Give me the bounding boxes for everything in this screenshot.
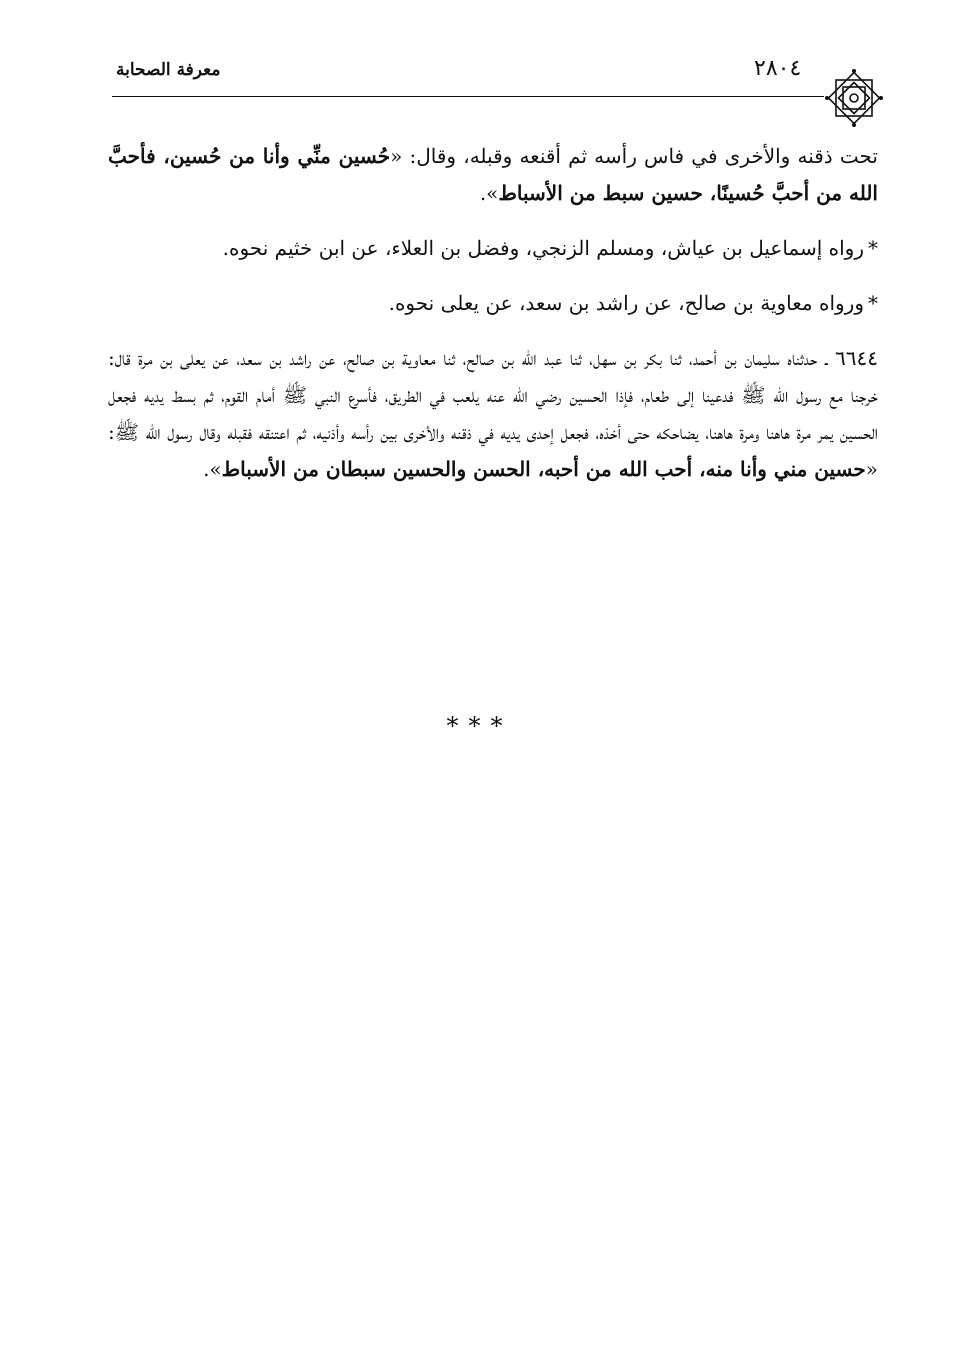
note-text: ورواه معاوية بن صالح، عن راشد بن سعد، عن يعلى نحوه. — [388, 291, 864, 315]
star-bullet: * — [868, 291, 878, 315]
page-header — [112, 56, 878, 108]
text-run: ٦٦٤٤ ـ حدثناه سليمان بن أحمد، ثنا بكر بن سهل، ثنا عبد الله بن صالح، ثنا معاوية بن صالح، عن راشد بن سعد، عن يعلى بن مرة قال: خرجنا مع رسول الله ﷺ فدعينا إلى طعام، فإذا الحسين رضي الله عنه يلعب في الطريق، فأسرع النبي ﷺ أمام القوم، ثم بسط يديه فجعل الحسين يمر مرة هاهنا ومرة هاهنا، يضاحكه حتى أخذه، فجعل إحدى يديه في ذقنه والأخرى بين رأسه وأذنيه، ثم اعتنقه فقبله وقال رسول الله ﷺ: « — [108, 346, 878, 481]
note-text: رواه إسماعيل بن عياش، ومسلم الزنجي، وفضل بن العلاء، عن ابن خثيم نحوه. — [222, 236, 864, 260]
narration-note — [108, 285, 878, 322]
text-run: ». — [479, 181, 499, 205]
paragraph-continuation — [108, 138, 878, 212]
octagonal-star-ornament-icon — [824, 68, 884, 128]
hadith-quote: حسين مني وأنا منه، أحب الله من أحبه، الحسن والحسين سبطان من الأسباط — [221, 457, 866, 481]
narration-note — [108, 230, 878, 267]
hadith-paragraph — [108, 340, 878, 488]
star-bullet: * — [868, 236, 878, 260]
hadith-quote: حُسين منِّي وأنا من حُسين، فأحبَّ الله من أحبَّ حُسينًا، حسين سبط من الأسباط — [108, 144, 878, 205]
book-title: معرفة الصحابة — [116, 60, 221, 80]
page-body — [108, 138, 878, 488]
header-rule — [112, 96, 824, 97]
text-run: ». — [203, 457, 222, 481]
page-number: ٢٨٠٤ — [754, 56, 802, 81]
section-separator: *** — [446, 712, 513, 740]
text-run: تحت ذقنه والأخرى في فاس رأسه ثم أقنعه وقبله، وقال: « — [390, 144, 878, 168]
